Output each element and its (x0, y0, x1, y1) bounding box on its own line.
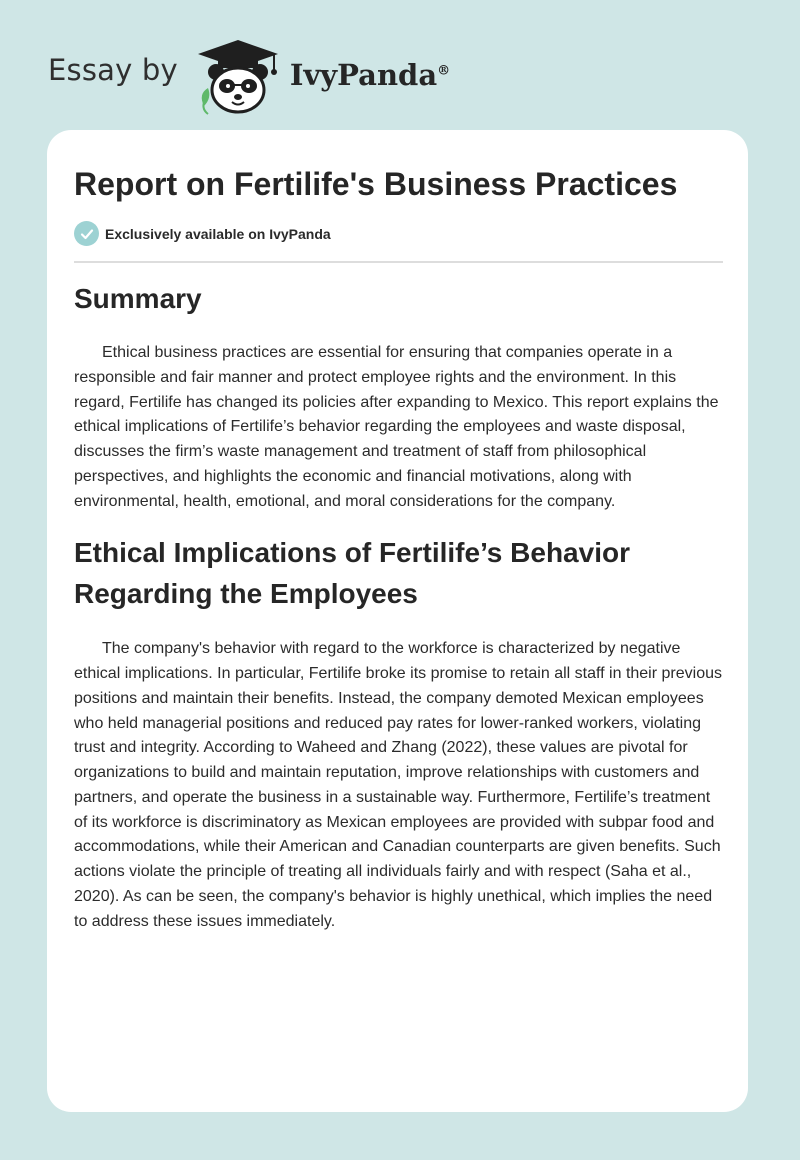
check-icon (74, 221, 99, 246)
section-heading-summary: Summary (74, 283, 202, 314)
divider (74, 261, 723, 263)
section-heading-ethical-implications: Ethical Implications of Fertilife’s Behavior Regarding the Employees (74, 537, 630, 610)
document-body (74, 278, 724, 934)
brand-prefix: Essay by (48, 53, 178, 87)
section-paragraph-ethical-implications: The company's behavior with regard to the workforce is characterized by negative ethical implications. In particular, Fertilife broke its promise to retain all staff in their previous positions and maintain their benefits. Instead, the company demoted Mexican employees who held managerial positions and reduced pay rates for lower-ranked workers, violating trust and integrity. According to Waheed and Zhang (2022), these values are pivotal for organizations to build and maintain reputation, improve relationships with customers and partners, and operate the business in a sustainable way. Furthermore, Fertilife’s treatment of its workforce is discriminatory as Mexican employees are provided with subpar food and accommodations, while their American and Canadian counterparts are given benefits. Such actions violate the principle of treating all individuals fairly and with respect (Saha et al., 2020). As can be seen, the company's behavior is highly unethical, which implies the need to address these issues immediately. (74, 640, 722, 930)
exclusive-badge (74, 221, 331, 246)
section-paragraph-summary: Ethical business practices are essential for ensuring that companies operate in a responsible and fair manner and protect employee rights and the environment. In this regard, Fertilife has changed its policies after expanding to Mexico. This report explains the ethical implications of Fertilife’s behavior regarding the employees and waste disposal, discusses the firm’s waste management and treatment of staff from philosophical perspectives, and highlights the economic and financial motivations, along with environmental, health, emotional, and moral considerations for the company. (74, 344, 719, 510)
panda-graduate-logo-icon[interactable] (194, 36, 282, 116)
brand-name[interactable]: IvyPanda® (289, 58, 451, 92)
exclusive-label: Exclusively available on IvyPanda (105, 225, 331, 242)
document-card (47, 130, 748, 1112)
page-title: Report on Fertilife's Business Practices (74, 166, 678, 202)
brand-header (48, 36, 450, 116)
